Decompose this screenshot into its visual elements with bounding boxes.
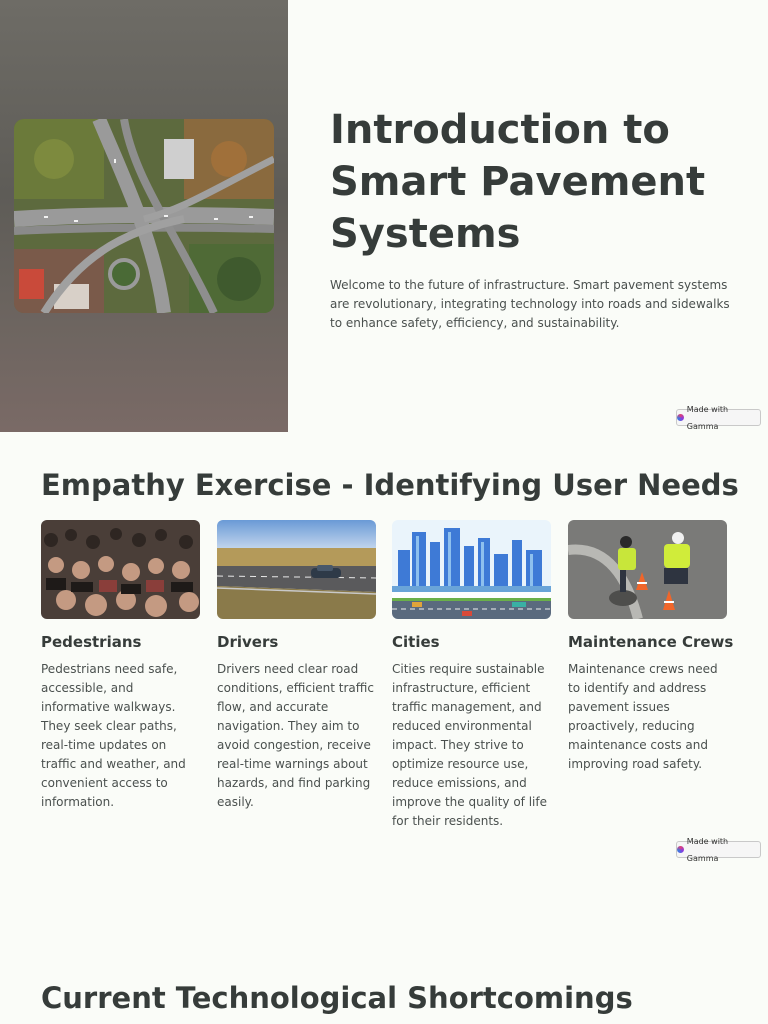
card-description: Cities require sustainable infrastructure, efficient traffic management, and reduced environmental impact. They strive to optimize resource use, reduce emissions, and improve the quality of life for their residents.	[392, 662, 547, 828]
made-with-gamma-badge[interactable]	[676, 836, 761, 863]
gamma-logo-icon	[677, 846, 684, 853]
card-title: Drivers	[217, 633, 279, 651]
section-title: Current Technological Shortcomings	[41, 981, 633, 1015]
hero-panel	[0, 0, 288, 432]
card-title: Maintenance Crews	[568, 633, 734, 651]
badge-label: Made with Gamma	[686, 836, 729, 863]
city-skyline-image	[392, 520, 551, 619]
aerial-highway-image	[14, 119, 274, 313]
section-title: Empathy Exercise - Identifying User Needs	[41, 468, 739, 502]
card-title: Pedestrians	[41, 633, 142, 651]
crowd-image	[41, 520, 200, 619]
intro-paragraph: Welcome to the future of infrastructure. Smart pavement systems are revolutionary, integrating technology into roads and sidewalks to enhance safety, efficiency, and sustainability.	[330, 278, 730, 330]
card-description: Pedestrians need safe, accessible, and informative walkways. They seek clear paths, real-time updates on traffic and weather, and convenient access to information.	[41, 662, 186, 809]
card-title: Cities	[392, 633, 440, 651]
user-card-cities	[392, 520, 552, 831]
page-title: Introduction to Smart Pavement Systems	[330, 107, 706, 257]
road-workers-image	[568, 520, 727, 619]
card-description: Drivers need clear road conditions, efficient traffic flow, and accurate navigation. They aim to avoid congestion, receive real-time warnings about hazards, and find parking easily.	[217, 662, 374, 809]
card-description: Maintenance crews need to identify and address pavement issues proactively, reducing maintenance costs and improving road safety.	[568, 662, 718, 771]
highway-image	[217, 520, 376, 619]
user-card-maintenance-crews	[568, 520, 734, 774]
slide-introduction	[0, 0, 768, 432]
made-with-gamma-badge[interactable]	[676, 404, 761, 431]
user-card-drivers	[217, 520, 377, 812]
badge-label: Made with Gamma	[686, 404, 729, 431]
gamma-logo-icon	[677, 414, 684, 421]
user-card-pedestrians	[41, 520, 201, 812]
